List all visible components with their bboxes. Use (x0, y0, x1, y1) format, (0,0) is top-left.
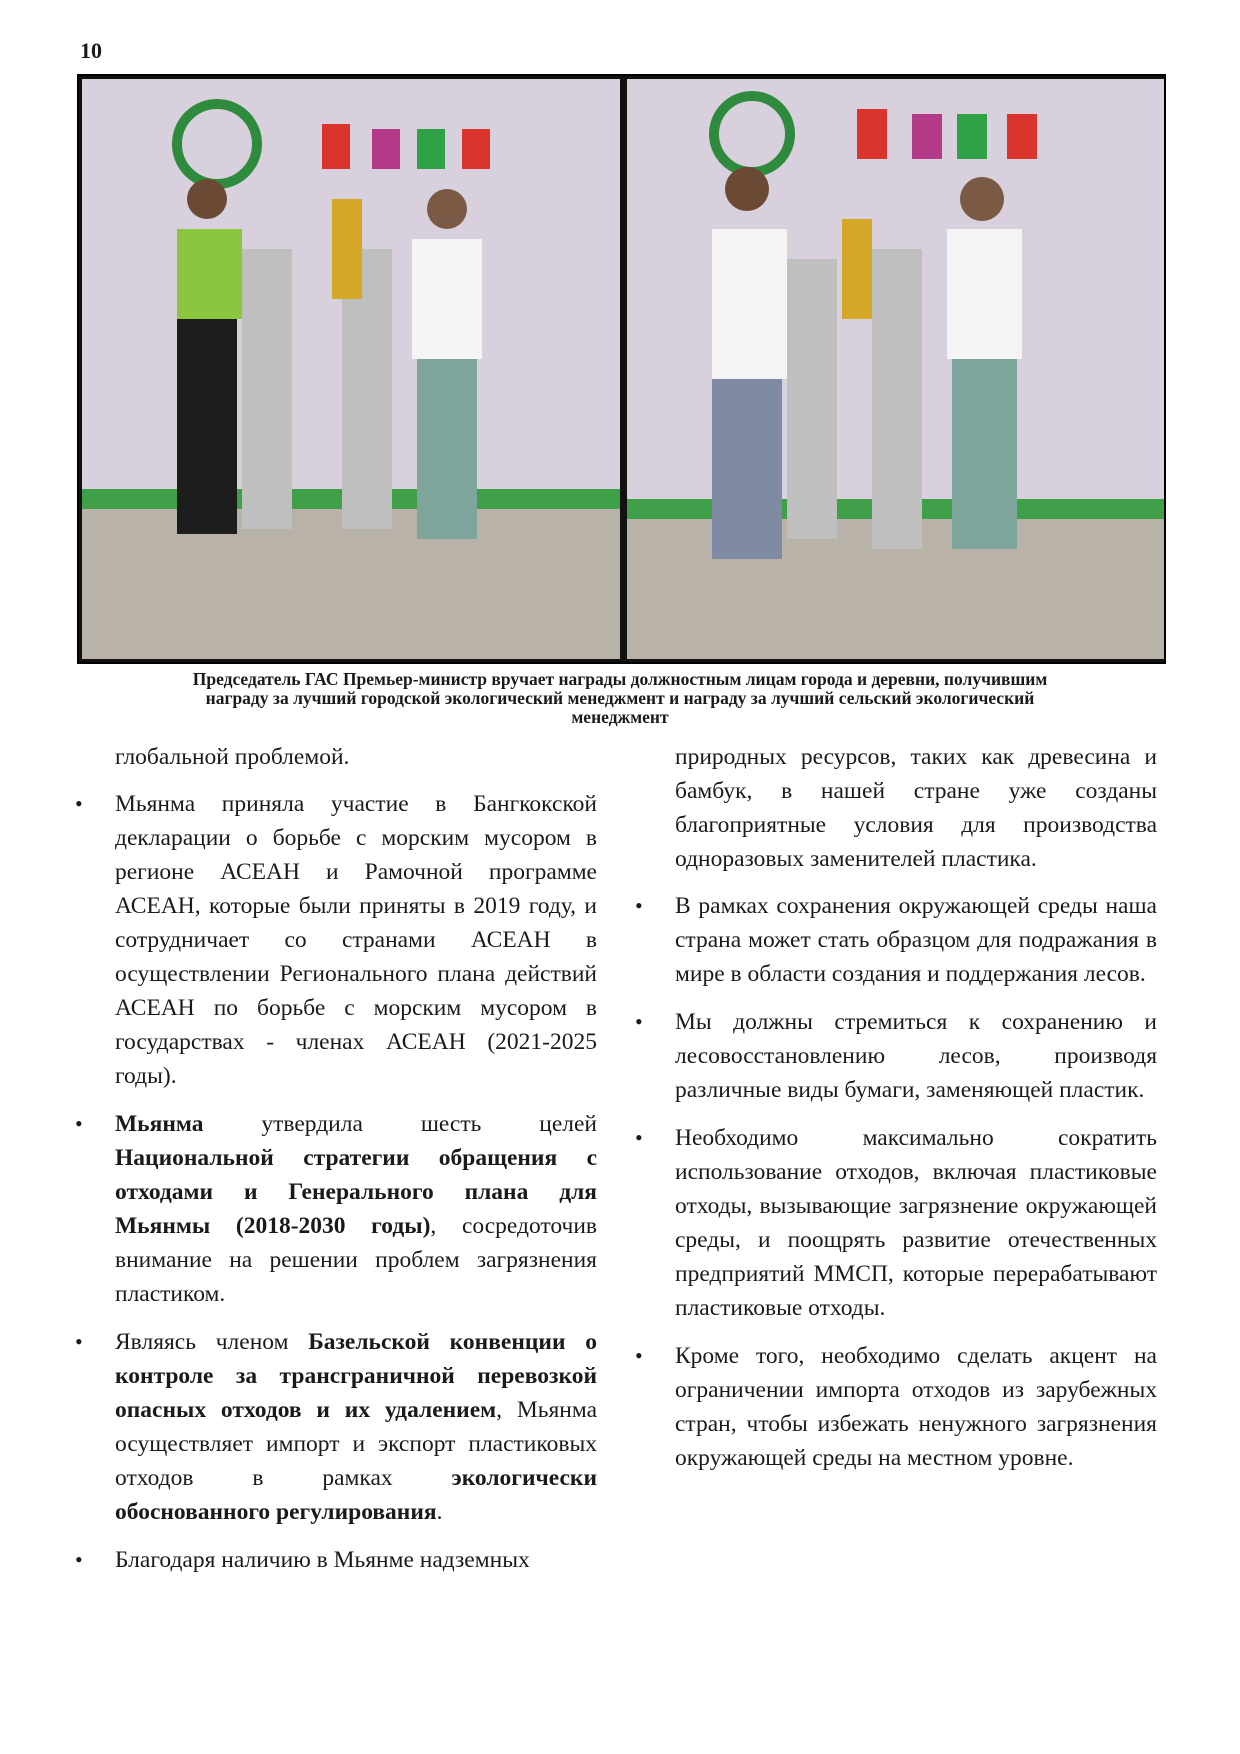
bullet-bangkok-declaration: • Мьянма приняла участие в Бангкокской декларации о борьбе с морским мусором в регионе АСЕАН и Рамочной программе АСЕАН, которые были приняты в 2019 году, и сотрудничает со странами АСЕАН в осуществлении Регионального плана действий АСЕАН по борьбе с морским мусором в государствах - членах АСЕАН (2021-2025 годы). (115, 787, 597, 1093)
text: . (436, 1499, 443, 1525)
bold-text: Мьянма (115, 1111, 204, 1137)
text: Являясь членом (115, 1329, 309, 1355)
page-number: 10 (80, 38, 102, 63)
bullet-basel-convention (115, 1325, 597, 1529)
bullet-limit-imports: • Кроме того, необходимо сделать акцент на ограничении импорта отходов из зарубежных стран, чтобы избежать ненужного загрязнения окружающей среды на местном уровне. (675, 1339, 1157, 1475)
right-paragraph-continuation: природных ресурсов, таких как древесина и бамбук, в нашей стране уже созданы благоприятные условия для производства одноразовых заменителей пластика. (675, 744, 1157, 872)
bullet-natural-resources: • Благодаря наличию в Мьянме надземных (115, 1543, 597, 1577)
text: , Мьянма осуществляет импорт и экспорт пластиковых отходов в рамках (115, 1397, 597, 1491)
right-column (675, 740, 1157, 1489)
left-paragraph-continuation: глобальной проблемой. (115, 744, 350, 770)
photo-frame (77, 74, 1166, 664)
bullet-forest-model: • В рамках сохранения окружающей среды наша страна может стать образцом для подражания в мире в области создания и поддержания лесов. (675, 889, 1157, 991)
award-photo-left (82, 79, 620, 659)
award-photo-left-image (82, 79, 620, 659)
photo-caption (95, 670, 1145, 727)
bold-text: экологически обоснованного регулирования (115, 1465, 597, 1525)
caption-line-2: награду за лучший городской экологический менеджмент и награду за лучший сельский экологический (205, 688, 1035, 708)
bullet-reforestation: • Мы должны стремиться к сохранению и лесовосстановлению лесов, производя различные виды бумаги, заменяющей пластик. (675, 1005, 1157, 1107)
bullet-reduce-waste: • Необходимо максимально сократить использование отходов, включая пластиковые отходы, вызывающие загрязнение окружающей среды, и поощрять развитие отечественных предприятий ММСП, которые перерабатывают пластиковые отходы. (675, 1121, 1157, 1325)
bold-text: Национальной стратегии обращения с отходами и Генерального плана для Мьянмы (2018-2030 годы) (115, 1145, 597, 1239)
award-photo-right-image (627, 79, 1164, 659)
award-photo-right (627, 79, 1164, 659)
bold-text: Базельской конвенции о контроле за трансграничной перевозкой опасных отходов и их удалением (115, 1329, 597, 1423)
caption-line-1: Председатель ГАС Премьер-министр вручает награды должностным лицам города и деревни, получившим (192, 669, 1048, 689)
text: , сосредоточив внимание на решении проблем загрязнения пластиком. (115, 1213, 597, 1307)
left-column (115, 740, 597, 1591)
caption-line-3: менеджмент (571, 707, 669, 727)
bullet-national-strategy (115, 1107, 597, 1311)
text: утвердила шесть целей (203, 1111, 597, 1137)
